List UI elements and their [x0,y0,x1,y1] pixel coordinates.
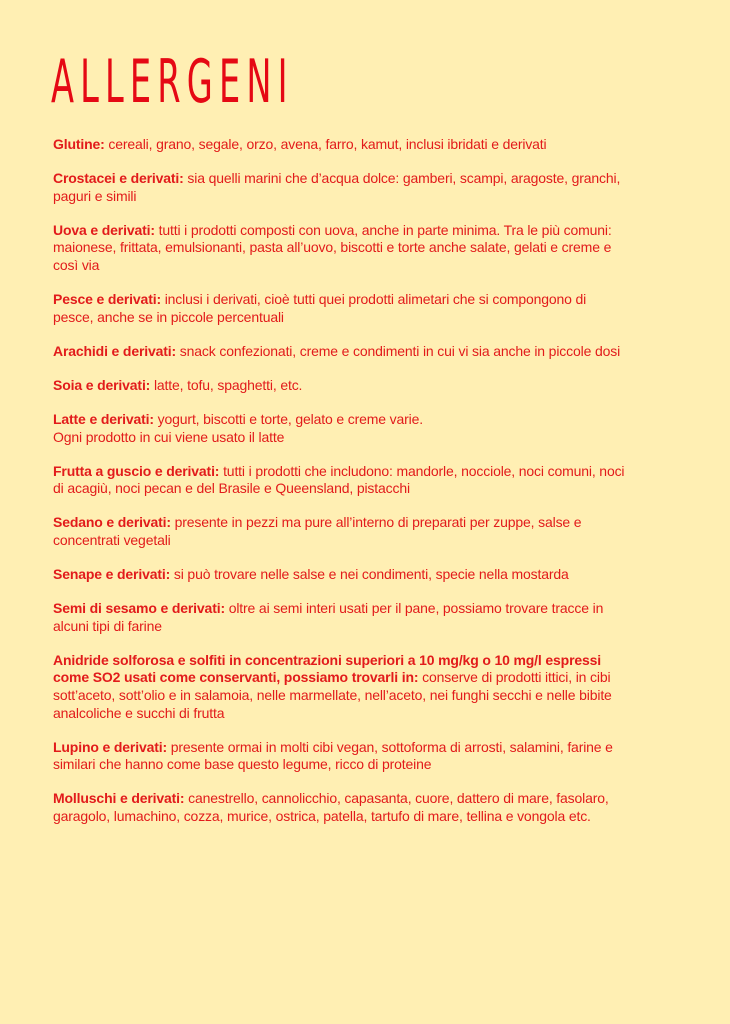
list-item [53,411,628,446]
allergen-label: Semi di sesamo e derivati: [53,600,225,617]
allergen-label: Frutta a guscio e derivati: [53,462,220,479]
list-item [53,222,628,275]
allergen-label: Anidride solforosa e solfiti in concentrazioni superiori a 10 mg/kg o 10 mg/l espressi come SO2 usati come conservanti, possiamo trovarli in: [53,651,602,686]
allergen-description: snack confezionati, creme e condimenti in cui vi sia anche in piccole dosi [176,342,621,359]
allergen-label: Latte e derivati: [53,410,154,427]
list-item [53,170,628,205]
allergen-description: yogurt, biscotti e torte, gelato e creme varie. [153,410,423,427]
allergen-label: Senape e derivati: [53,566,171,582]
allergen-description: conserve di prodotti ittici, in cibi sott’aceto, sott’olio e in salamoia, nelle marmellate, nell’aceto, nei funghi secchi e nelle bibite analcoliche e succhi di frutta [53,669,612,721]
list-item [53,291,628,326]
allergen-description: canestrello, cannolicchio, capasanta, cuore, dattero di mare, fasolaro, garagolo, lumachino, cozza, murice, ostrica, patella, tartufo di mare, tellina e vongola etc. [53,790,609,824]
list-item [53,790,628,825]
allergen-description: inclusi i derivati, cioè tutti quei prodotti alimetari che si compongono di pesce, anche se in piccole percentuali [53,291,587,325]
allergen-label: Sedano e derivati: [53,514,171,531]
allergen-description: presente ormai in molti cibi vegan, sottoforma di arrosti, salamini, farine e similari che hanno come base questo legume, ricco di proteine [53,738,613,773]
list-item [53,652,628,722]
allergen-label: Arachidi e derivati: [53,342,177,359]
allergen-description: presente in pezzi ma pure all’interno di preparati per zuppe, salse e concentrati vegetali [53,514,582,548]
allergen-list [53,136,628,842]
allergen-description-line-2: Ogni prodotto in cui viene usato il latte [53,428,285,445]
allergen-label: Lupino e derivati: [53,738,167,755]
list-item [53,514,628,549]
allergen-label: Uova e derivati: [53,221,155,238]
allergen-description: oltre ai semi interi usati per il pane, possiamo trovare tracce in alcuni tipi di farine [53,600,604,634]
list-item [53,463,628,498]
allergen-description: cereali, grano, segale, orzo, avena, farro, kamut, inclusi ibridati e derivati [104,136,547,152]
list-item [53,377,628,395]
allergen-label: Pesce e derivati: [53,291,161,308]
allergen-label: Molluschi e derivati: [53,790,185,807]
page-title: ALLERGENI [51,47,294,117]
list-item [53,600,628,635]
allergen-description: tutti i prodotti composti con uova, anche in parte minima. Tra le più comuni: maionese, frittata, emulsionanti, pasta all’uovo, biscotti e torte anche salate, gelati e creme e così via [53,221,612,273]
allergen-description: si può trovare nelle salse e nei condimenti, specie nella mostarda [170,566,569,582]
allergen-description: latte, tofu, spaghetti, etc. [150,376,303,393]
allergen-description: tutti i prodotti che includono: mandorle, nocciole, noci comuni, noci di acagiù, noci pecan e del Brasile e Queensland, pistacchi [53,462,625,497]
list-item [53,566,628,584]
list-item [53,343,628,361]
allergen-description: sia quelli marini che d’acqua dolce: gamberi, scampi, aragoste, granchi, paguri e simili [53,170,621,204]
allergen-label: Soia e derivati: [53,376,151,393]
allergen-label: Glutine: [53,136,105,152]
list-item [53,739,628,774]
list-item [53,136,628,154]
allergen-label: Crostacei e derivati: [53,170,184,187]
